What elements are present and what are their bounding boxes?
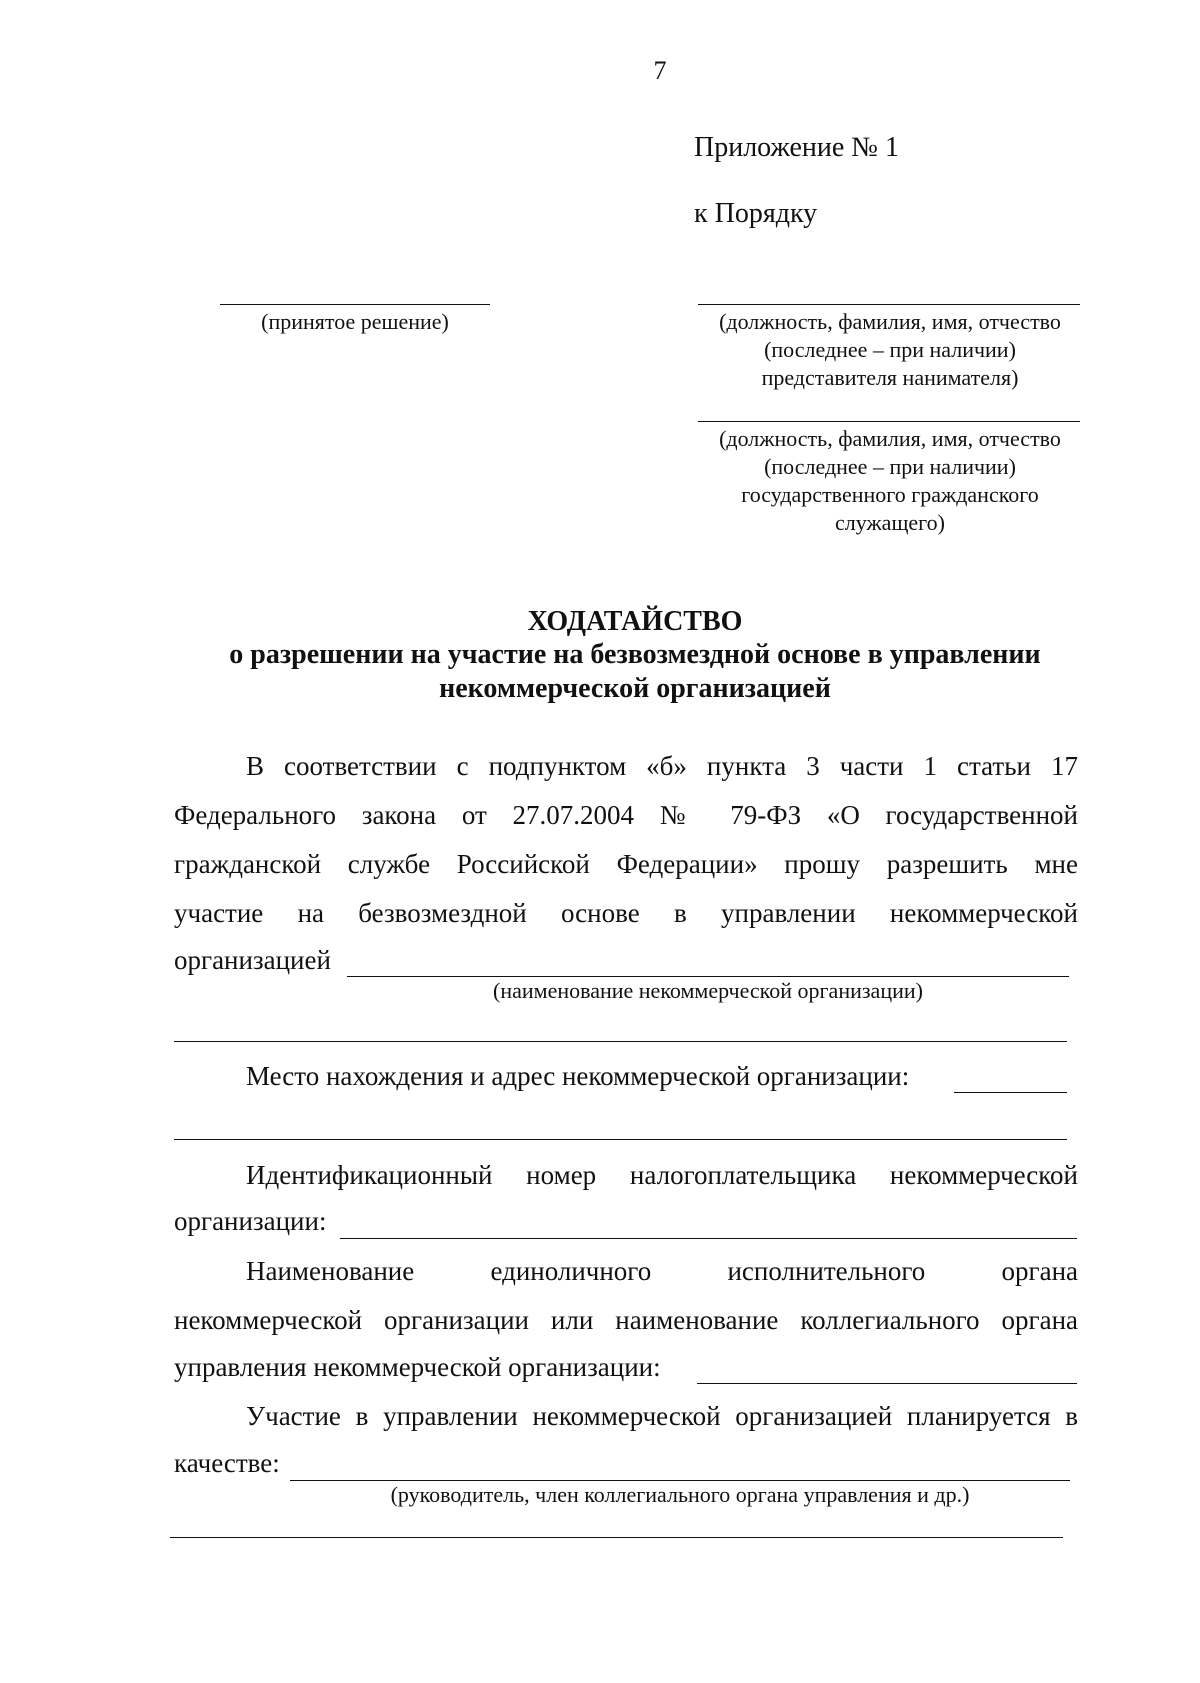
servant-caption-line: служащего): [835, 510, 945, 535]
role-label: качестве:: [174, 1448, 280, 1478]
intro-line: участие на безвозмездной основе в управлении некоммерческой: [174, 898, 1078, 928]
inn-field[interactable]: [340, 1238, 1077, 1239]
servant-caption-line: (должность, фамилия, имя, отчество: [719, 426, 1061, 451]
role-field[interactable]: [290, 1480, 1070, 1481]
inn-line: Идентификационный номер налогоплательщика некоммерческой: [246, 1160, 1078, 1190]
address-label: Место нахождения и адрес некоммерческой организации:: [246, 1061, 910, 1091]
inn-label: организации:: [174, 1206, 327, 1236]
employer-caption-line: (последнее – при наличии): [764, 337, 1016, 362]
document-title: ХОДАТАЙСТВО: [527, 606, 743, 637]
document-subtitle-2: некоммерческой организацией: [439, 673, 831, 704]
decision-line: [220, 304, 490, 305]
intro-line: гражданской службе Российской Федерации» прошу разрешить мне: [174, 849, 1078, 879]
servant-caption-line: государственного гражданского: [741, 482, 1039, 507]
employer-caption-line: представителя нанимателя): [761, 365, 1019, 390]
employer-caption-line: (должность, фамилия, имя, отчество: [719, 309, 1061, 334]
servant-caption: [690, 425, 1090, 537]
org-name-field-continuation[interactable]: [174, 1041, 1067, 1042]
org-name-field[interactable]: [347, 976, 1069, 977]
employer-caption: [690, 308, 1090, 392]
organ-line: некоммерческой организации или наименование коллегиального органа: [174, 1305, 1078, 1335]
appendix-reference: к Порядку: [694, 198, 818, 229]
document-subtitle-1: о разрешении на участие на безвозмездной основе в управлении: [229, 639, 1041, 670]
organ-label: управления некоммерческой организации:: [174, 1352, 661, 1382]
intro-line: В соответствии с подпунктом «б» пункта 3 части 1 статьи 17: [246, 751, 1078, 781]
organ-line: Наименование единоличного исполнительного органа: [246, 1256, 1078, 1286]
servant-caption-line: (последнее – при наличии): [764, 454, 1016, 479]
appendix-number: Приложение № 1: [694, 132, 899, 163]
page-number: 7: [653, 56, 667, 85]
organ-field[interactable]: [697, 1383, 1077, 1384]
role-field-continuation[interactable]: [170, 1537, 1063, 1538]
decision-caption: (принятое решение): [261, 309, 449, 334]
servant-line: [698, 421, 1080, 422]
address-field[interactable]: [954, 1092, 1067, 1093]
role-caption: (руководитель, член коллегиального органа управления и др.): [390, 1482, 970, 1507]
org-name-label: организацией: [174, 945, 331, 975]
employer-line: [698, 304, 1080, 305]
intro-line: Федерального закона от 27.07.2004 № 79-ФЗ «О государственной: [174, 800, 1078, 830]
address-field-continuation[interactable]: [174, 1139, 1067, 1140]
org-name-caption: (наименование некоммерческой организации): [493, 978, 923, 1003]
role-line: Участие в управлении некоммерческой организацией планируется в: [246, 1401, 1078, 1431]
